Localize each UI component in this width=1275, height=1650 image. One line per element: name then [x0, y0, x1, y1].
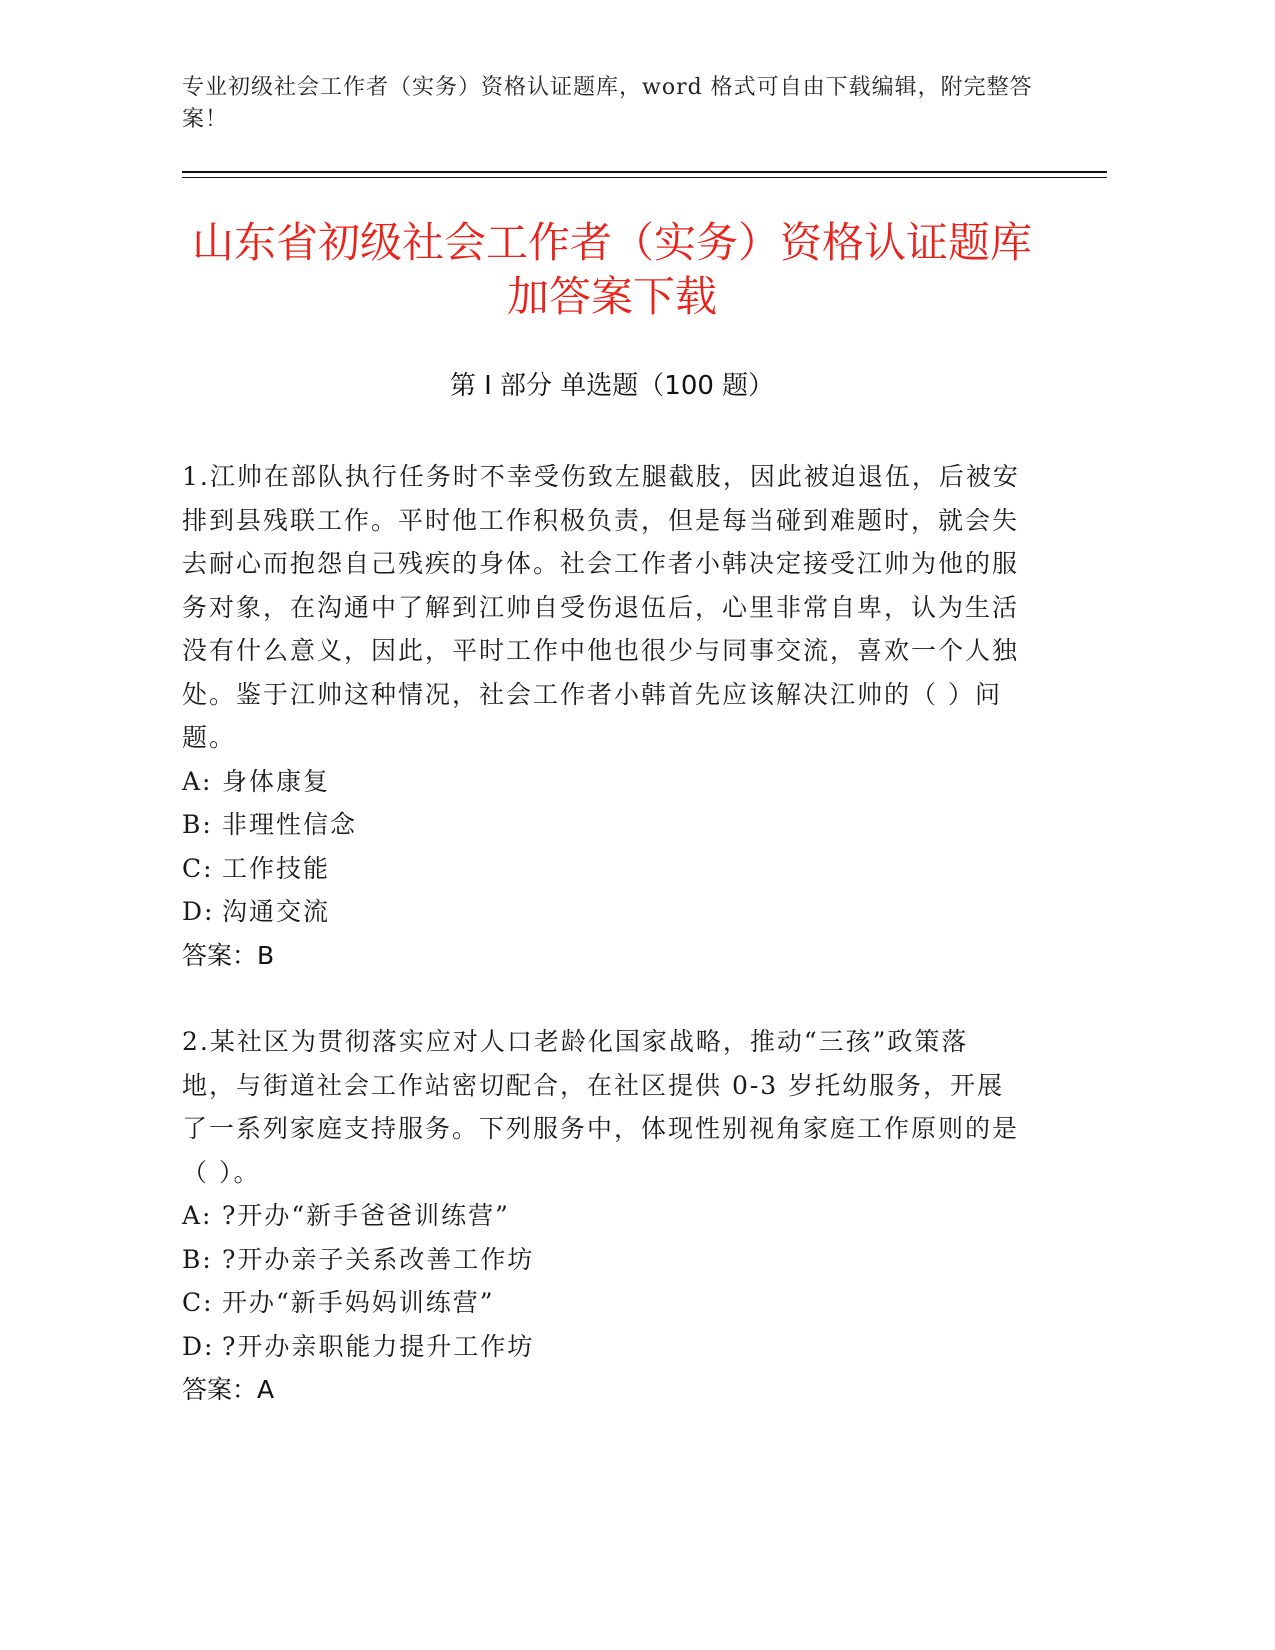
- question-stem: 1.江帅在部队执行任务时不幸受伤致左腿截肢，因此被迫退伍，后被安排到县残联工作。平时他工作积极负责，但是每当碰到难题时，就会失去耐心而抱怨自己残疾的身体。社会工作者小韩决定接受江帅为他的服务对象，在沟通中了解到江帅自受伤退伍后，心里非常自卑，认为生活没有什么意义，因此，平时工作中他也很少与同事交流，喜欢一个人独处。鉴于江帅这种情况，社会工作者小韩首先应该解决江帅的（ ）问题。: [182, 462, 1020, 752]
- option-letter: D:: [182, 897, 215, 926]
- option-letter: A:: [182, 1201, 213, 1230]
- option-text: ?开办亲职能力提升工作坊: [222, 1331, 535, 1361]
- header-divider-thick: [182, 171, 1107, 173]
- option-d: [182, 890, 1022, 934]
- option-a: [182, 1194, 1022, 1238]
- option-b: [182, 803, 1022, 847]
- option-a: [182, 760, 1022, 804]
- option-text: 沟通交流: [222, 897, 331, 926]
- option-d: [182, 1325, 1022, 1369]
- header-note: 专业初级社会工作者（实务）资格认证题库，word 格式可自由下载编辑，附完整答案！: [182, 75, 1033, 132]
- question-2: [182, 1020, 1022, 1412]
- option-text: 身体康复: [222, 766, 331, 796]
- option-b: [182, 1238, 1022, 1282]
- option-letter: C:: [182, 1288, 214, 1317]
- option-c: [182, 847, 1022, 891]
- option-text: 开办“新手妈妈训练营”: [222, 1288, 495, 1317]
- option-text: 工作技能: [222, 853, 331, 883]
- question-stem: 2.某社区为贯彻落实应对人口老龄化国家战略，推动“三孩”政策落地，与街道社会工作站密切配合，在社区提供 0-3 岁托幼服务，开展了一系列家庭支持服务。下列服务中，体现性别视角家庭工作原则的是（ ）。: [182, 1027, 1020, 1187]
- option-letter: B:: [182, 1244, 213, 1274]
- option-text: ?开办亲子关系改善工作坊: [222, 1244, 535, 1274]
- option-letter: D:: [182, 1331, 215, 1361]
- header-divider-thin: [182, 177, 1107, 178]
- section-heading: 第 I 部分 单选题（100 题）: [449, 371, 775, 401]
- question-1: [182, 455, 1022, 977]
- option-letter: B:: [182, 810, 213, 839]
- option-text: 非理性信念: [222, 810, 358, 839]
- answer-line: 答案：B: [182, 940, 275, 970]
- option-letter: A:: [182, 766, 213, 796]
- option-letter: C:: [182, 853, 214, 883]
- answer-line: 答案：A: [182, 1375, 275, 1404]
- option-text: ?开办“新手爸爸训练营”: [222, 1201, 510, 1230]
- option-c: [182, 1281, 1022, 1325]
- document-title: 山东省初级社会工作者（实务）资格认证题库加答案下载: [191, 218, 1032, 321]
